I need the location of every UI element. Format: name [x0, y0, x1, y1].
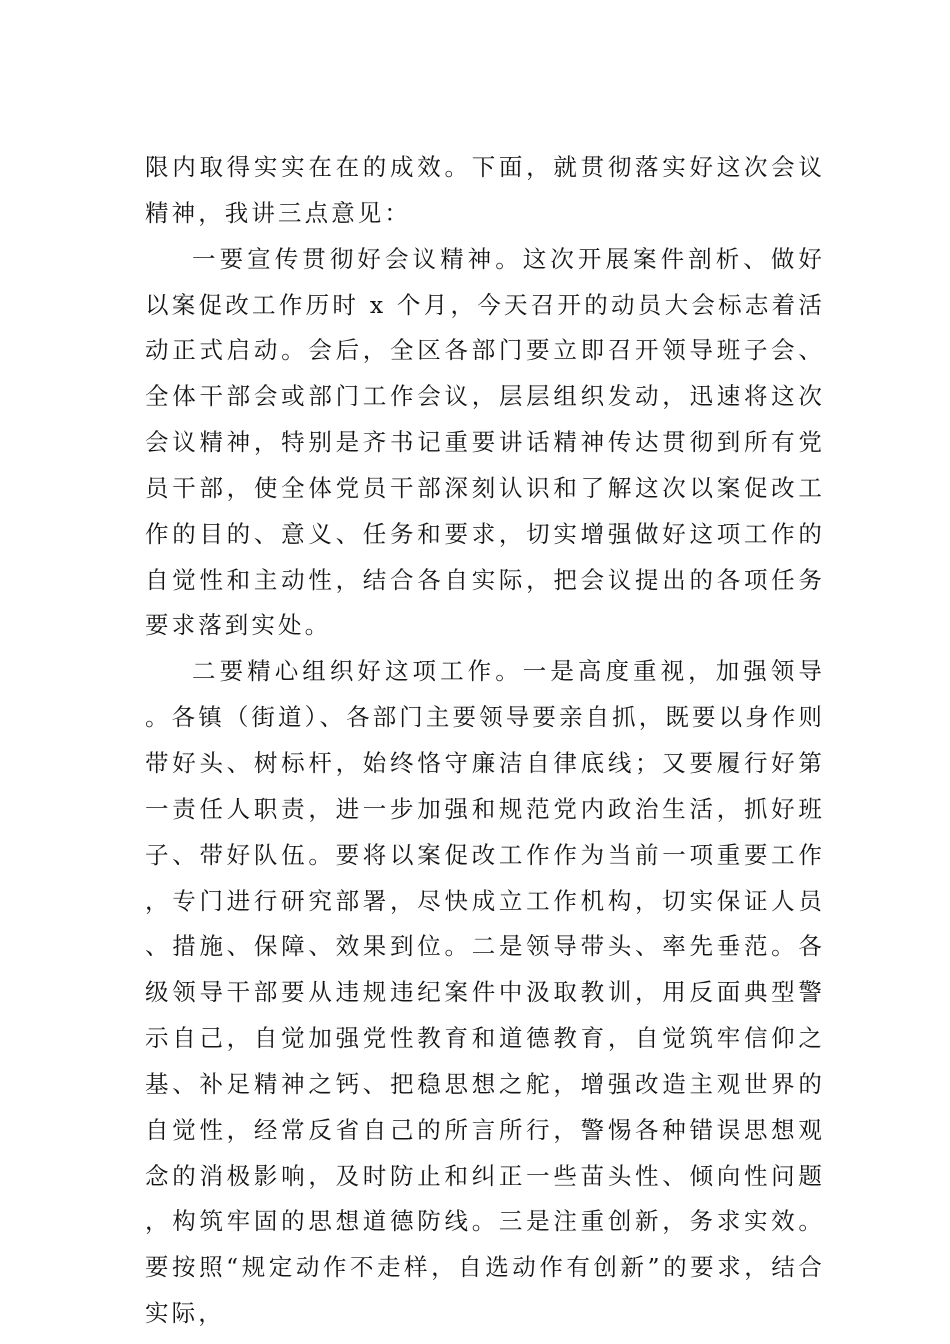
paragraph-continuation: 限内取得实实在在的成效。下面，就贯彻落实好这次会议精神，我讲三点意见： [145, 153, 825, 227]
paragraph-publicize-meeting-spirit: 一要宣传贯彻好会议精神。这次开展案件剖析、做好以案促改工作历时 x 个月，今天召开的动员大会标志着活动正式启动。会后，全区各部门要立即召开领导班子会、全体干部会或部门工作会议，层层组织发动，迅速将这次会议精神，特别是齐书记重要讲话精神传达贯彻到所有党员干部，使全体党员干部深刻认识和了解这次以案促改工作的目的、意义、任务和要求，切实增强做好这项工作的自觉性和主动性，结合各自实际，把会议提出的各项任务要求落到实处。 [145, 244, 825, 640]
paragraph-organize-work: 二要精心组织好这项工作。一是高度重视，加强领导。各镇（街道）、各部门主要领导要亲自抓，既要以身作则带好头、树标杆，始终恪守廉洁自律底线；又要履行好第一责任人职责，进一步加强和规范党内政治生活，抓好班子、带好队伍。要将以案促改工作作为当前一项重要工作，专门进行研究部署，尽快成立工作机构，切实保证人员、措施、保障、效果到位。二是领导带头、率先垂范。各级领导干部要从违规违纪案件中汲取教训，用反面典型警示自己，自觉加强党性教育和道德教育，自觉筑牢信仰之基、补足精神之钙、把稳思想之舵，增强改造主观世界的自觉性，经常反省自己的所言所行，警惕各种错误思想观念的消极影响，及时防止和纠正一些苗头性、倾向性问题，构筑牢固的思想道德防线。三是注重创新，务求实效。要按照“规定动作不走样，自选动作有创新”的要求，结合实际， [145, 657, 825, 1328]
document-body [145, 145, 825, 1337]
